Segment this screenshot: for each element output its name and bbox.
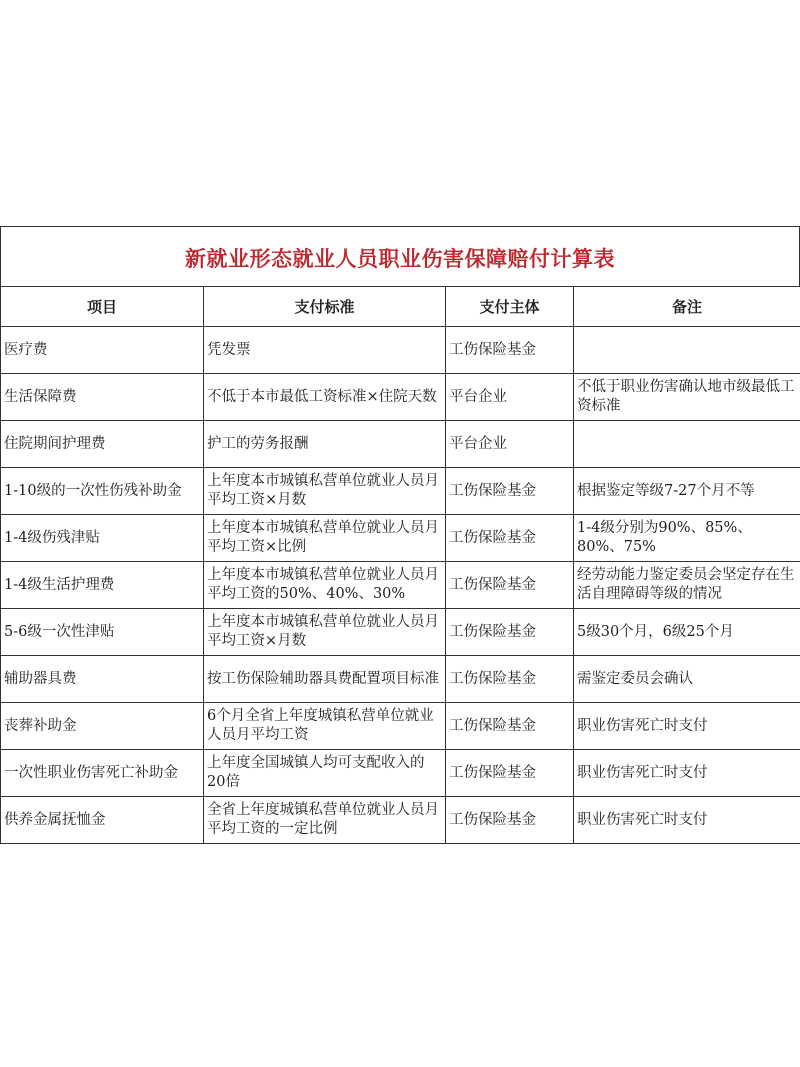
cell-item: 住院期间护理费 — [1, 421, 204, 468]
table-row — [1, 374, 800, 421]
cell-payer: 工伤保险基金 — [446, 750, 574, 797]
cell-note: 根据鉴定等级7-27个月不等 — [574, 468, 800, 515]
cell-payer: 工伤保险基金 — [446, 515, 574, 562]
cell-standard: 上年度本市城镇私营单位就业人员月平均工资×月数 — [204, 468, 446, 515]
header-item: 项目 — [1, 287, 204, 327]
table-header-row — [1, 287, 800, 327]
cell-standard: 6个月全省上年度城镇私营单位就业人员月平均工资 — [204, 703, 446, 750]
header-payer: 支付主体 — [446, 287, 574, 327]
table-row — [1, 656, 800, 703]
table-body — [1, 327, 800, 844]
cell-note: 1-4级分别为90%、85%、80%、75% — [574, 515, 800, 562]
cell-note — [574, 421, 800, 468]
cell-standard: 上年度全国城镇人均可支配收入的20倍 — [204, 750, 446, 797]
cell-standard: 护工的劳务报酬 — [204, 421, 446, 468]
cell-item: 辅助器具费 — [1, 656, 204, 703]
table-row — [1, 468, 800, 515]
cell-payer: 平台企业 — [446, 374, 574, 421]
cell-item: 1-4级伤残津贴 — [1, 515, 204, 562]
cell-payer: 工伤保险基金 — [446, 609, 574, 656]
cell-payer: 工伤保险基金 — [446, 703, 574, 750]
cell-item: 丧葬补助金 — [1, 703, 204, 750]
cell-item: 生活保障费 — [1, 374, 204, 421]
cell-note: 职业伤害死亡时支付 — [574, 750, 800, 797]
cell-item: 5-6级一次性津贴 — [1, 609, 204, 656]
cell-standard: 不低于本市最低工资标准×住院天数 — [204, 374, 446, 421]
header-standard: 支付标准 — [204, 287, 446, 327]
cell-note: 职业伤害死亡时支付 — [574, 797, 800, 844]
table-row — [1, 562, 800, 609]
header-note: 备注 — [574, 287, 800, 327]
table-row — [1, 750, 800, 797]
cell-standard: 上年度本市城镇私营单位就业人员月平均工资×月数 — [204, 609, 446, 656]
cell-item: 供养金属抚恤金 — [1, 797, 204, 844]
cell-item: 1-10级的一次性伤残补助金 — [1, 468, 204, 515]
cell-standard: 凭发票 — [204, 327, 446, 374]
cell-note: 不低于职业伤害确认地市级最低工资标准 — [574, 374, 800, 421]
cell-standard: 按工伤保险辅助器具费配置项目标准 — [204, 656, 446, 703]
cell-item: 一次性职业伤害死亡补助金 — [1, 750, 204, 797]
table-title: 新就业形态就业人员职业伤害保障赔付计算表 — [185, 246, 615, 271]
cell-note: 经劳动能力鉴定委员会坚定存在生活自理障碍等级的情况 — [574, 562, 800, 609]
table-row — [1, 421, 800, 468]
compensation-table-sheet — [0, 226, 800, 844]
cell-standard: 上年度本市城镇私营单位就业人员月平均工资×比例 — [204, 515, 446, 562]
cell-note: 职业伤害死亡时支付 — [574, 703, 800, 750]
cell-payer: 工伤保险基金 — [446, 468, 574, 515]
compensation-table — [0, 286, 800, 844]
cell-note: 需鉴定委员会确认 — [574, 656, 800, 703]
table-title-row — [0, 226, 800, 286]
table-row — [1, 515, 800, 562]
cell-note: 5级30个月，6级25个月 — [574, 609, 800, 656]
cell-item: 医疗费 — [1, 327, 204, 374]
cell-payer: 工伤保险基金 — [446, 656, 574, 703]
table-row — [1, 703, 800, 750]
cell-item: 1-4级生活护理费 — [1, 562, 204, 609]
cell-note — [574, 327, 800, 374]
cell-payer: 工伤保险基金 — [446, 797, 574, 844]
table-row — [1, 327, 800, 374]
cell-standard: 全省上年度城镇私营单位就业人员月平均工资的一定比例 — [204, 797, 446, 844]
cell-payer: 平台企业 — [446, 421, 574, 468]
table-row — [1, 609, 800, 656]
cell-payer: 工伤保险基金 — [446, 562, 574, 609]
cell-payer: 工伤保险基金 — [446, 327, 574, 374]
table-row — [1, 797, 800, 844]
cell-standard: 上年度本市城镇私营单位就业人员月平均工资的50%、40%、30% — [204, 562, 446, 609]
